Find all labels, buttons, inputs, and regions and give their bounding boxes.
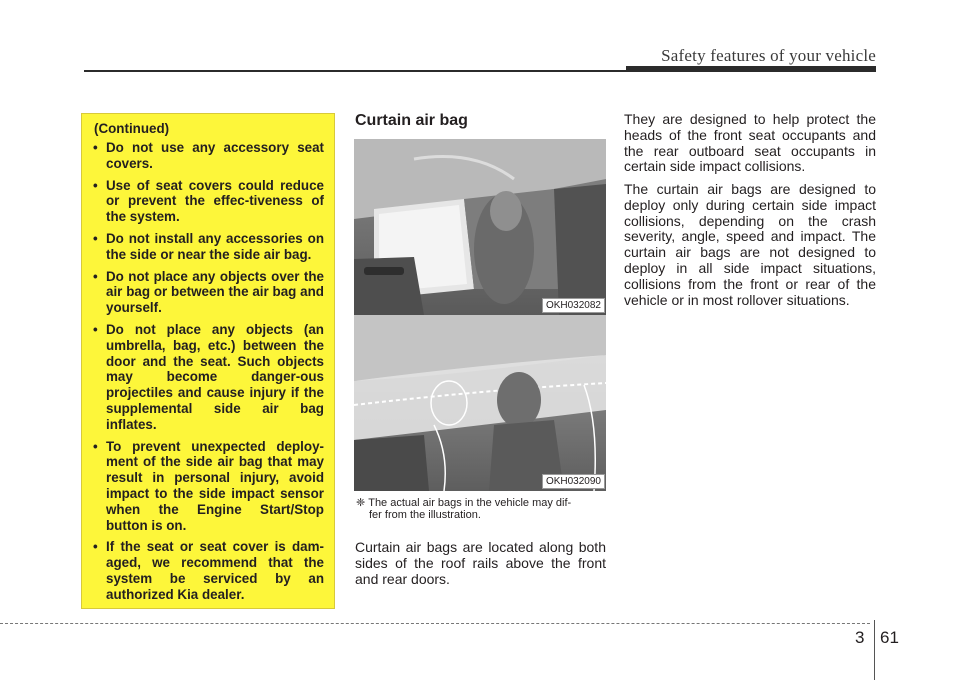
interior-illustration-1: [354, 139, 606, 315]
chapter-number: 3: [855, 628, 865, 647]
warning-item: • To prevent unexpected deploy-ment of the side air bag that may result in personal injury, avoid impact to the side impact sensor when the Engine Start/Stop button is on.: [92, 439, 324, 534]
figure-curtain-airbag-stowed: [354, 139, 606, 315]
warning-box: [81, 113, 335, 609]
deployment-paragraph: The curtain air bags are designed to deploy only during certain side impact collisions, depending on the crash severity, angle, speed and impact. The curtain air bags are not designed to deploy in all side impact situations, collisions from the front or rear of the vehicle or in most rollover situations.: [624, 181, 876, 308]
page-number: 61: [880, 628, 899, 647]
warning-item: • Do not use any accessory seat covers.: [92, 140, 324, 172]
interior-illustration-2: [354, 315, 606, 491]
note-line-2: fer from the illustration.: [369, 509, 481, 521]
figure-curtain-airbag-deployed: [354, 315, 606, 491]
header-rule-accent: [626, 66, 876, 72]
warning-heading: (Continued): [94, 121, 170, 136]
purpose-paragraph: They are designed to help protect the heads of the front seat occupants and the rear outboard seat occupants in certain side impact collisions.: [624, 111, 876, 175]
footer-rule: [0, 623, 870, 624]
warning-item: • Do not place any objects over the air bag or between the air bag and yourself.: [92, 269, 324, 316]
illustration-note: [356, 497, 606, 521]
section-title: Curtain air bag: [355, 112, 468, 129]
warning-item: • If the seat or seat cover is dam-aged, we recommend that the system be serviced by an authorized Kia dealer.: [92, 539, 324, 602]
note-line-1: The actual air bags in the vehicle may dif-: [368, 497, 572, 509]
warning-list: [92, 140, 324, 603]
running-header-title: Safety features of your vehicle: [661, 46, 876, 65]
location-paragraph: Curtain air bags are located along both sides of the roof rails above the front and rear doors.: [355, 539, 606, 587]
footer-divider: [874, 620, 875, 680]
warning-item: • Do not place any objects (an umbrella, bag, etc.) between the door and the seat. Such objects may become danger-ous projectiles and cause injury if the supplemental side air bag inflates.: [92, 322, 324, 433]
warning-item: • Do not install any accessories on the side or near the side air bag.: [92, 231, 324, 263]
note-symbol: ❈: [356, 497, 366, 509]
figure-code-label: OKH032090: [542, 474, 605, 489]
figure-code-label: OKH032082: [542, 298, 605, 313]
warning-item: • Use of seat covers could reduce or prevent the effec-tiveness of the system.: [92, 178, 324, 225]
